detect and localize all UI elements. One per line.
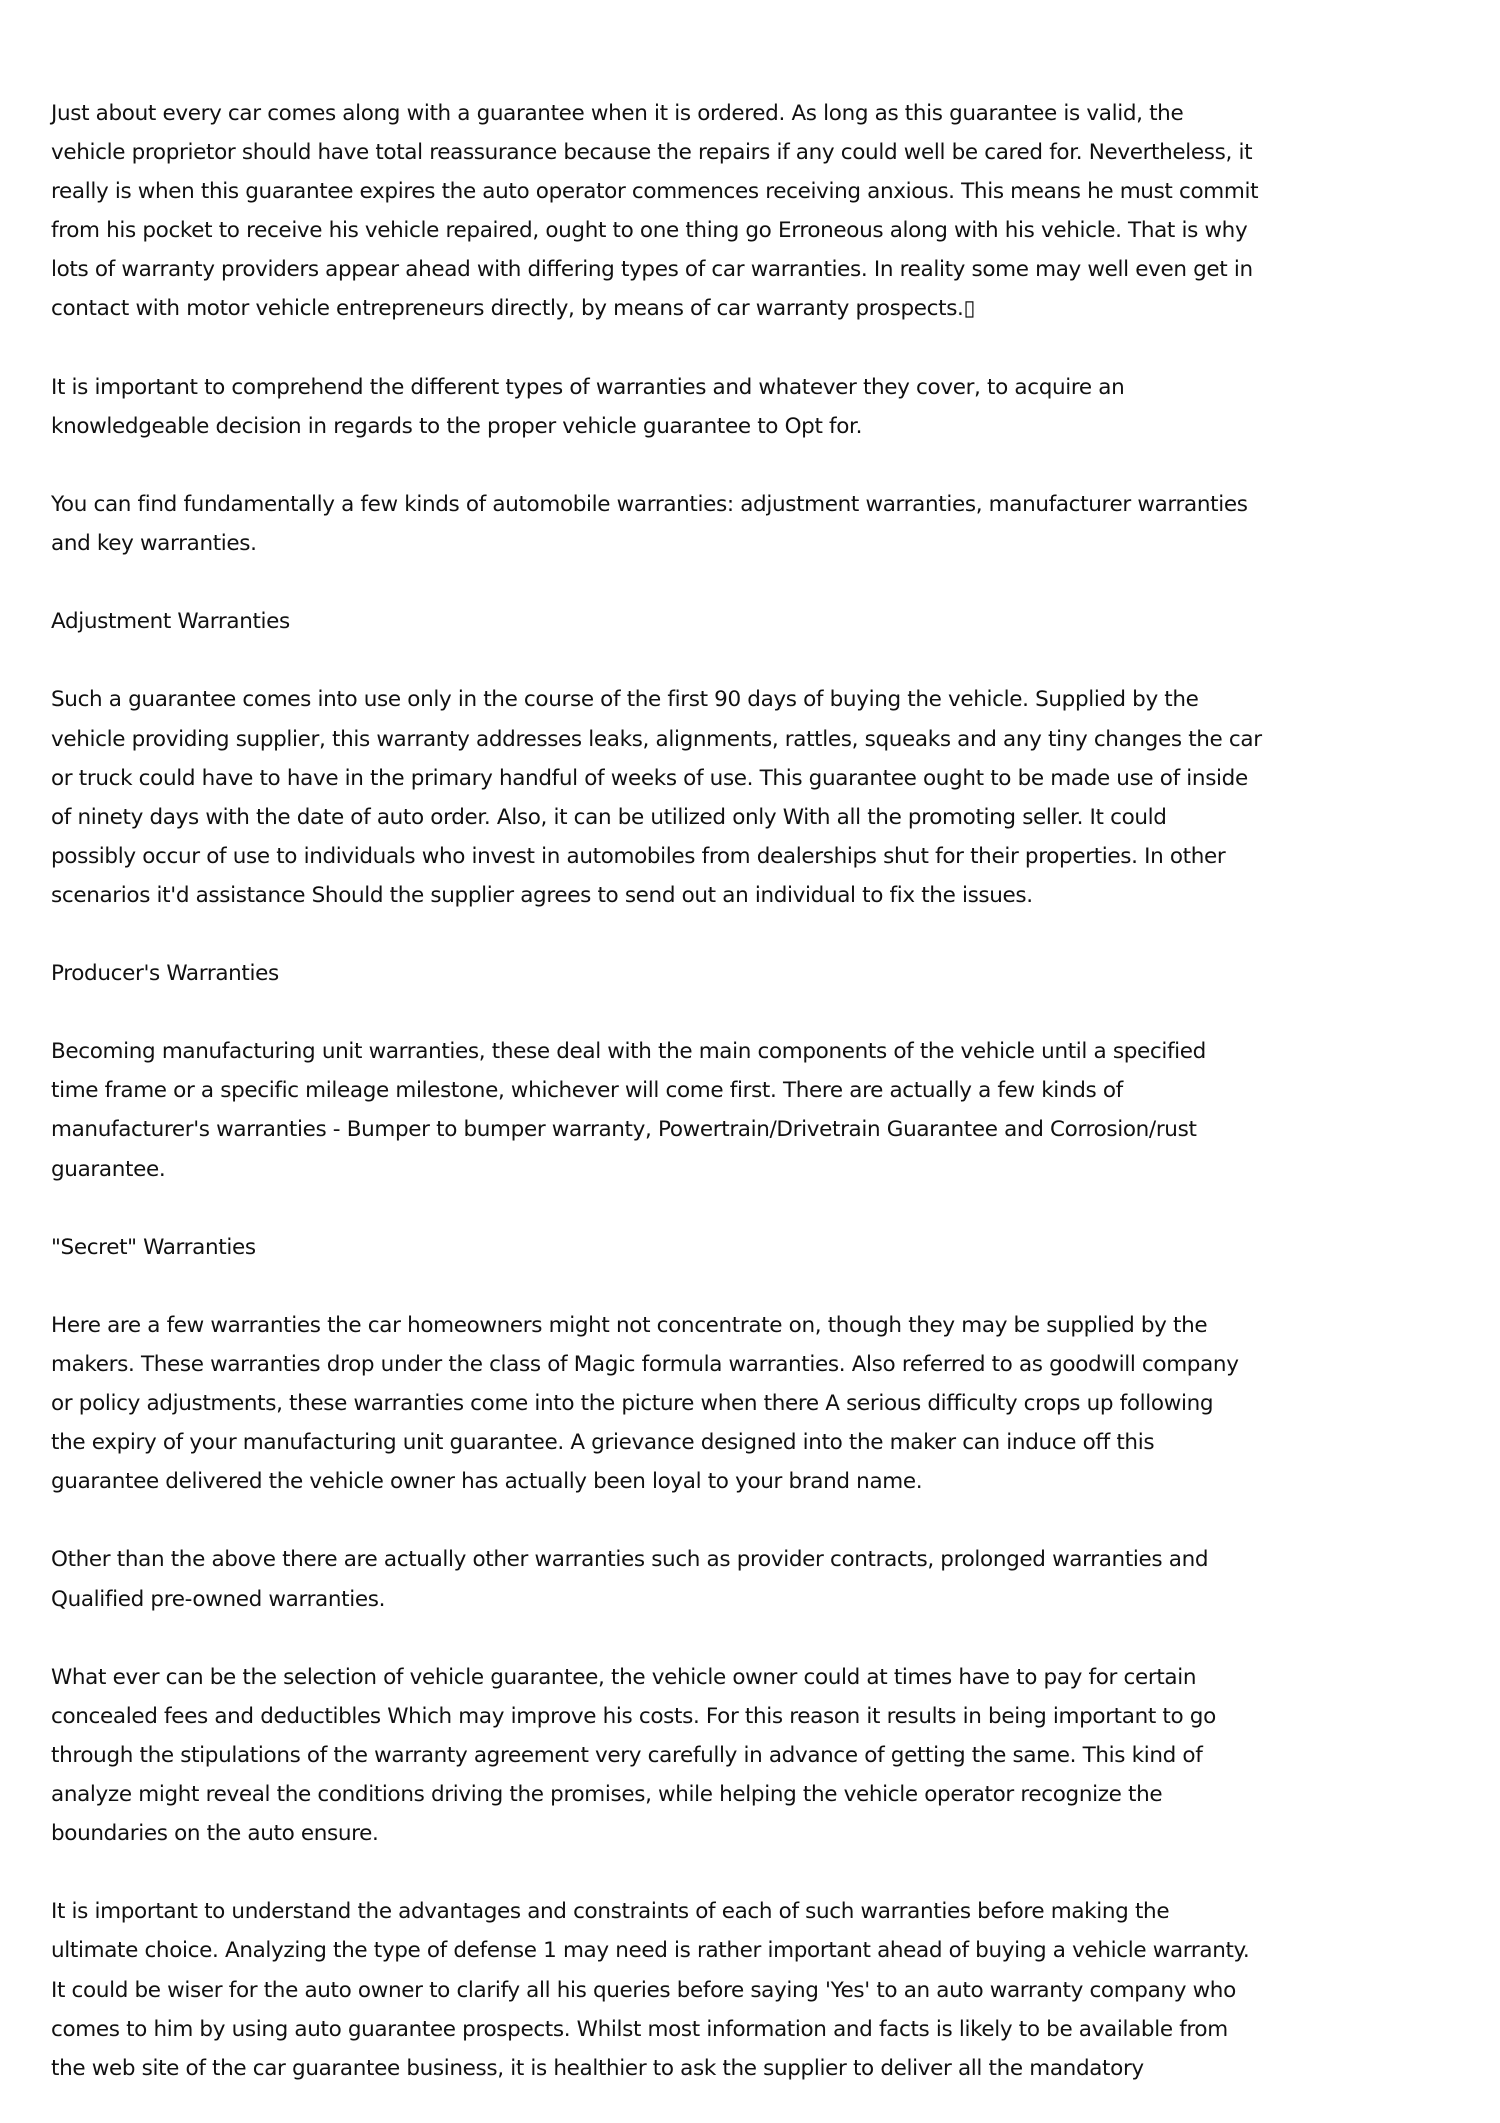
text-line: It is important to comprehend the different types of warranties and whatever they cover, to acquire an — [51, 374, 1125, 400]
paragraph — [51, 1658, 1500, 1853]
text-line: You can find fundamentally a few kinds of automobile warranties: adjustment warranties, manufacturer warranties — [51, 491, 1248, 517]
text-line: manufacturer's warranties - Bumper to bumper warranty, Powertrain/Drivetrain Guarantee and Corrosion/rust — [51, 1117, 1197, 1143]
text-line: or policy adjustments, these warranties come into the picture when there A serious difficulty crops up following — [51, 1391, 1214, 1417]
text-line: vehicle providing supplier, this warranty addresses leaks, alignments, rattles, squeaks and any tiny changes the car — [51, 726, 1262, 752]
text-line: the expiry of your manufacturing unit guarantee. A grievance designed into the maker can induce off this — [51, 1430, 1155, 1456]
section-heading — [51, 954, 1500, 993]
text-line: concealed fees and deductibles Which may improve his costs. For this reason it results in being important to go — [51, 1703, 1216, 1729]
text-line: Here are a few warranties the car homeowners might not concentrate on, though they may be supplied by the — [51, 1312, 1208, 1338]
text-line: the web site of the car guarantee business, it is healthier to ask the supplier to deliver all the mandatory — [51, 2055, 1144, 2081]
text-line: It is important to understand the advantages and constraints of each of such warranties before making the — [51, 1899, 1170, 1925]
text-line: possibly occur of use to individuals who invest in automobiles from dealerships shut for their properties. In other — [51, 843, 1226, 869]
paragraph — [51, 1032, 1500, 1188]
paragraph — [51, 1540, 1500, 1618]
text-line: Adjustment Warranties — [51, 609, 290, 635]
text-line: or truck could have to have in the primary handful of weeks of use. This guarantee ought to be made use of inside — [51, 765, 1248, 791]
text-line: Becoming manufacturing unit warranties, these deal with the main components of the vehicle until a specified — [51, 1039, 1206, 1065]
text-line: Just about every car comes along with a guarantee when it is ordered. As long as this guarantee is valid, the — [51, 101, 1184, 126]
text-line: scenarios it'd assistance Should the supplier agrees to send out an individual to fix the issues. — [51, 882, 1033, 908]
text-line: contact with motor vehicle entrepreneurs directly, by means of car warranty prospects.▯ — [51, 296, 976, 322]
text-line: guarantee. — [51, 1156, 166, 1182]
paragraph — [51, 368, 1500, 446]
text-line: vehicle proprietor should have total reassurance because the repairs if any could well be cared for. Nevertheless, it — [51, 140, 1253, 166]
text-line: Qualified pre-owned warranties. — [51, 1586, 386, 1612]
text-line: comes to him by using auto guarantee prospects. Whilst most information and facts is likely to be available from — [51, 2016, 1228, 2042]
paragraph — [51, 1306, 1500, 1501]
text-line: time frame or a specific mileage milestone, whichever will come first. There are actually a few kinds of — [51, 1078, 1123, 1104]
text-line: It could be wiser for the auto owner to clarify all his queries before saying 'Yes' to an auto warranty company who — [51, 1977, 1236, 2003]
text-line: boundaries on the auto ensure. — [51, 1821, 379, 1847]
section-heading — [51, 602, 1500, 641]
text-line: of ninety days with the date of auto order. Also, it can be utilized only With all the promoting seller. It could — [51, 804, 1167, 830]
paragraph — [51, 1892, 1500, 2087]
text-line: makers. These warranties drop under the class of Magic formula warranties. Also referred to as goodwill company — [51, 1352, 1239, 1377]
text-line: and key warranties. — [51, 531, 257, 557]
text-line: "Secret" Warranties — [51, 1234, 256, 1260]
text-line: analyze might reveal the conditions driving the promises, while helping the vehicle operator recognize the — [51, 1782, 1163, 1808]
text-line: guarantee delivered the vehicle owner has actually been loyal to your brand name. — [51, 1469, 923, 1495]
text-line: What ever can be the selection of vehicle guarantee, the vehicle owner could at times have to pay for certain — [51, 1664, 1197, 1690]
paragraph — [51, 680, 1500, 915]
text-line: ultimate choice. Analyzing the type of defense 1 may need is rather important ahead of buying a vehicle warranty. — [51, 1938, 1250, 1964]
text-line: from his pocket to receive his vehicle repaired, ought to one thing go Erroneous along with his vehicle. That is why — [51, 218, 1248, 244]
paragraph — [51, 94, 1500, 329]
text-line: Producer's Warranties — [51, 961, 279, 987]
section-heading — [51, 1228, 1500, 1267]
text-line: knowledgeable decision in regards to the proper vehicle guarantee to Opt for. — [51, 413, 863, 439]
text-line: Other than the above there are actually other warranties such as provider contracts, prolonged warranties and — [51, 1547, 1209, 1573]
text-line: lots of warranty providers appear ahead with differing types of car warranties. In reality some may well even get in — [51, 257, 1253, 283]
text-line: Such a guarantee comes into use only in the course of the first 90 days of buying the vehicle. Supplied by the — [51, 687, 1199, 713]
text-line: really is when this guarantee expires the auto operator commences receiving anxious. This means he must commit — [51, 179, 1259, 205]
text-line: through the stipulations of the warranty agreement very carefully in advance of getting the same. This kind of — [51, 1742, 1203, 1768]
paragraph — [51, 485, 1500, 563]
